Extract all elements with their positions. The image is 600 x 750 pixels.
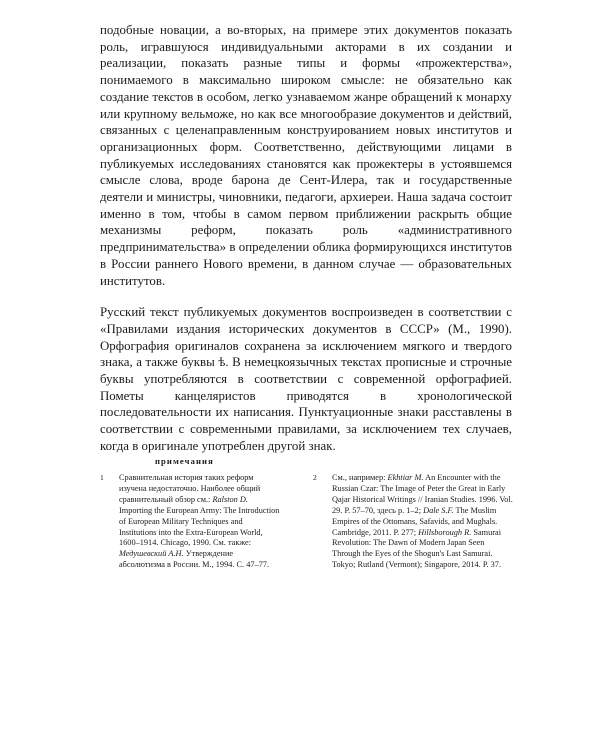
notes-heading: примечания: [155, 456, 214, 466]
footnote: [100, 473, 280, 571]
footnote: [313, 473, 513, 571]
footnote-text: См., например: Ekhtiar M. An Encounter with the Russian Czar: The Image of Peter the Great in Early Qajar Historical Writings // Iranian Studies. 1996. Vol. 29. P. 57–70, здесь p. 1–2; Dale S.F. The Muslim Empires of the Ottomans, Safavids, and Mughals. Cambridge, 2011. P. 277; Hillsborough R. Samurai Revolution: The Dawn of Modern Japan Seen Through the Eyes of the Shogun's Last Samurai. Tokyo; Rutland (Vermont); Singapore, 2014. P. 37.: [332, 473, 513, 570]
footnote-text: Сравнительная история таких реформ изучена недостаточно. Наиболее общий сравнительный обзор см.: Ralston D. Importing the European Army: The Introduction of European Military Techniques and Institutions into the Extra-European World, 1600–1914. Chicago, 1990. См. также: Медушевский А.Н. Утверждение абсолютизма в России. М., 1994. С. 47–77.: [119, 473, 280, 570]
body-paragraph: подобные новации, а во-вторых, на примере этих документов показать роль, игравшуюся индивидуальными акторами в их создании и реализации, показать разные типы и формы «прожектерства», понимаемого в максимально широком смысле: не обязательно как создание текстов в особом, легко узнаваемом жанре обращений к монарху или крупному вельможе, но как все многообразие документов и действий, связанных с целенаправленным конструированием новых институтов и организационных форм. Соответственно, действующими лицами в публикуемых исследованиях становятся как прожектеры в устоявшемся смысле слова, вроде барона де Сент-Илера, так и государственные деятели и министры, чиновники, педагоги, архиереи. Наша задача состоит именно в том, чтобы в самом первом приближении раскрыть общие механизмы реформ, показать роль «административного предпринимательства» в определении облика формирующихся институтов в России раннего Нового времени, в данном случае — образовательных институтов.: [100, 23, 512, 288]
main-text: [100, 22, 512, 455]
footnote-number: 1: [100, 473, 104, 482]
footnote-number: 2: [313, 473, 317, 482]
body-paragraph: Русский текст публикуемых документов воспроизведен в соответствии с «Правилами издания исторических документов в СССР» (М., 1990). Орфография оригиналов сохранена за исключением мягкого и твердого знака, а также буквы ѣ. В немецкоязычных текстах прописные и строчные буквы употребляются в соответствии с современной орфографией. Пометы канцеляристов приводятся в хронологической последовательности их написания. Пунктуационные знаки расставлены в соответствии с современными правилами, за исключением тех случаев, когда в оригинале употреблен другой знак.: [100, 305, 512, 453]
